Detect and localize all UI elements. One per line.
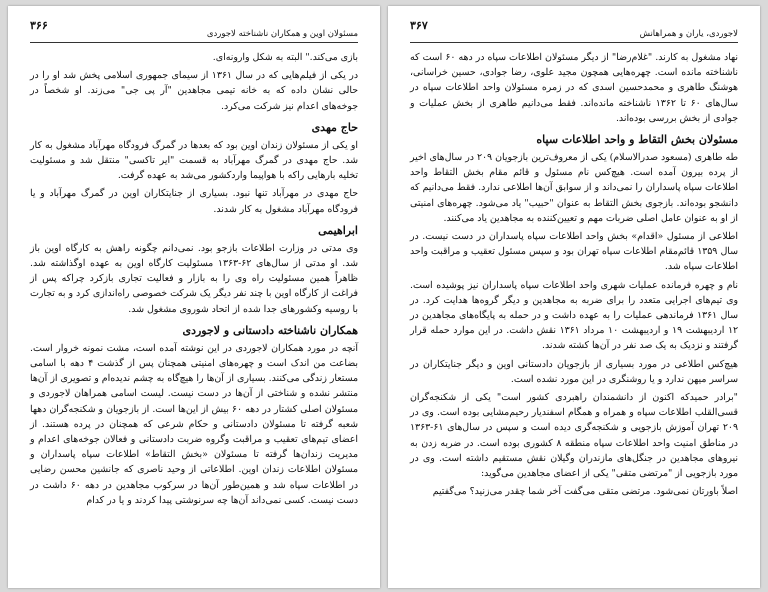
paragraph: هیچ‌کس اطلاعی در مورد بسیاری از بازجویان دادستانی اوین و دیگر جنایتکاران در سراسر میهن ندارد و یا روشنگری در این مورد نشده است.	[410, 358, 738, 385]
paragraph: اصلاً باورتان نمی‌شود. مرتضی متقی می‌گفت آخر شما چقدر می‌زنید؟ می‌گفتیم	[432, 486, 738, 498]
paragraph: نام و چهره فرمانده عملیات شهری واحد اطلاعات سپاه پاسداران نیز پوشیده است. وی تیم‌های اجرایی متعدد را برای ضربه به مجاهدین و دیگر گروه‌ها هدایت کرد. در سال ۱۳۶۱ فرماندهی عملیات را به عهده داشت و در حمله به پایگاه‌های مجاهدین در ۱۲ اردیبهشت ۱۹ و اردیبهشت ۱۰ مرداد ۱۳۶۱ نقش داشت. در این موارد حمله قرار گرفتند و نزدیک به یک صد نفر در آن‌ها کشته شدند.	[410, 279, 739, 352]
section-heading: همکاران ناشناخته دادستانی و لاجوردی	[182, 323, 358, 337]
running-title: مسئولان اوین و همکاران ناشناخته لاجوردی	[206, 29, 358, 39]
paragraph: اطلاعی از مسئول «اقدام» بخش واحد اطلاعات سپاه پاسداران در دست نیست. در سال ۱۳۵۹ قائم‌مقام اطلاعات سپاه تهران بود و سپس مسئول تعقیب و مراقبت واحد اطلاعات سپاه شد.	[410, 231, 738, 273]
section-heading: ابراهیمی	[318, 223, 358, 237]
paragraph: در یکی از فیلم‌هایی که در سال ۱۳۶۱ از سیمای جمهوری اسلامی پخش شد او را در حالی نشان داده که به خانه تیمی مجاهدین "آر پی جی" می‌زند. او شخصاً در جوخه‌های اعدام نیز شرکت می‌کرد.	[30, 70, 358, 112]
left-page	[8, 6, 380, 588]
paragraph: طه طاهری (مسعود صدرالاسلام) یکی از معروف‌ترین بازجویان ۲۰۹ در سال‌های اخیر از پرده بیرون آمده است. هیچ‌کس نام مسئول و قائم مقام بخش التقاط واحد اطلاعات سپاه پاسداران را نمی‌داند و از سوابق آن‌ها اطلاعی ندارد. فقط می‌دانیم که دانشجو بوده‌اند. بازجوی بخش التقاط به عنوان "حبیب" یاد می‌شود. چهره‌های امنیتی از او به عنوان عامل اصلی ضربات مهم و تعیین‌کننده به مجاهدین یاد می‌کنند.	[410, 152, 738, 224]
running-title: لاجوردی، یاران و همراهانش	[639, 29, 738, 39]
left-running-head	[30, 20, 358, 43]
section-heading: مسئولان بخش التقاط و واحد اطلاعات سپاه	[536, 133, 738, 147]
paragraph: وی مدتی در وزارت اطلاعات بازجو بود. نمی‌دانم چگونه راهش به کارگاه اوین باز شد. او مدتی از سال‌های ۶۲-۱۳۶۳ مسئولیت کارگاه اوین به عهده اوگذاشته شد. ظاهراً همین مسئولیت راه وی را به بازار و فعالیت تجاری بازکرد چراکه پس از فراغت از کارگاه اوین با چند نفر دیگر یک شرکت خصوصی راه‌اندازی کرد و به تجارت با روسیه وکشورهای جدا شده از اتحاد شوروی مشغول شد.	[30, 242, 358, 315]
paragraph: بازی می‌کند." البته به شکل وارونه‌ای.	[212, 52, 358, 63]
paragraph: "برادر حمیدکه اکنون از دانشمندان راهبردی کشور است" یکی از شکنجه‌گران قسی‌القلب اطلاعات سپاه و همراه و همگام اسفندیار رحیم‌مشایی بوده است. وی در ۲۰۹ تهران آموزش بازجویی و شکنجه‌گری دیده است و سپس در سال‌های ۶۱-۱۳۶۳ در مناطق امنیت واحد اطلاعات سپاه منطقه ۸ کشوری بوده است. در ضربه زدن به نیروهای مجاهدین در جنگل‌های مازندران وگیلان نقش مستقیم داشته است. وی در مورد بازجویی از "مرتضی متقی" یکی از اعضای مجاهدین می‌گوید:	[410, 392, 738, 480]
paragraph: حاج مهدی در مهرآباد تنها نبود. بسیاری از جنایتکاران اوین در گمرگ مهرآباد و یا فرودگاه مهرآباد مشغول به کار شدند.	[30, 188, 358, 215]
paragraph: او یکی از مسئولان زندان اوین بود که بعدها در گمرگ فرودگاه مهرآباد مشغول به کار شد. حاج مهدی در گمرگ مهرآباد به قسمت "ایر تاکسی" منتقل شد و مسئولیت تخلیه بارهایی راکه با هواپیما واردکشور می‌شد به عهده گرفت.	[30, 139, 358, 182]
right-page-body	[410, 50, 738, 578]
right-page	[388, 6, 760, 588]
left-page-body	[30, 50, 358, 578]
paragraph: آنچه در مورد همکاران لاجوردی در این نوشته آمده است، مشت نمونه خروار است. بضاعت من اندک است و چهره‌های امنیتی همچنان پس از گذشت ۴ دهه با اسامی مستعار زندگی می‌کنند. بسیاری از آن‌ها را هیچ‌گاه به چشم ندیده‌ام و تصویری از آن‌ها منتشر نشده و شناختی از آن‌ها در دست نیست. لیست اسامی همراهان لاجوردی و مسئولان اصلی کشتار در دهه ۶۰ بیش از این‌ها است. از بازجویان و شکنجه‌گران دهها شعبه گرفته تا مسئولان دادستانی و حکام شرعی که همچنان در پرده هستند. از اعضای تیم‌های تعقیب و مراقبت وگروه ضربت دادستانی و فعالان جوخه‌های اعدام و مدیریت زندان‌ها گرفته تا مسئولان «بخش التقاط» اطلاعات سپاه پاسداران و مسئولان اطلاعات زندان اوین. اطلاعاتی از وحید ناصری که جانشین محسن رضایی در اطلاعات سپاه شد و همین‌طور آن‌ها در سرکوب مجاهدین در دهه ۶۰ داشت در دست نیست. کسی نمی‌داند آن‌ها چه سرنوشتی پیدا کردند و یا در کدام	[30, 342, 358, 506]
page-number: ۳۶۶	[30, 19, 48, 32]
right-running-head	[410, 20, 738, 43]
section-heading: حاج مهدی	[311, 120, 358, 134]
page-number: ۳۶۷	[410, 19, 428, 32]
paragraph: نهاد مشغول به کارند. "غلام‌رضا" از دیگر مسئولان اطلاعات سپاه در دهه ۶۰ است که ناشناخته مانده است. چهره‌هایی همچون مجید علوی، رضا جوادی، حسین خراسانی، هوشنگ طاهری و محمدحسین اسدی که در زمره مسئولان واحد اطلاعات سپاه در سال‌های ۶۰ تا ۱۳۶۲ ناشناخته مانده‌اند. فقط می‌دانیم طاهری از بخش عملیات و جوادی از بخش بررسی بوده‌اند.	[410, 52, 738, 124]
